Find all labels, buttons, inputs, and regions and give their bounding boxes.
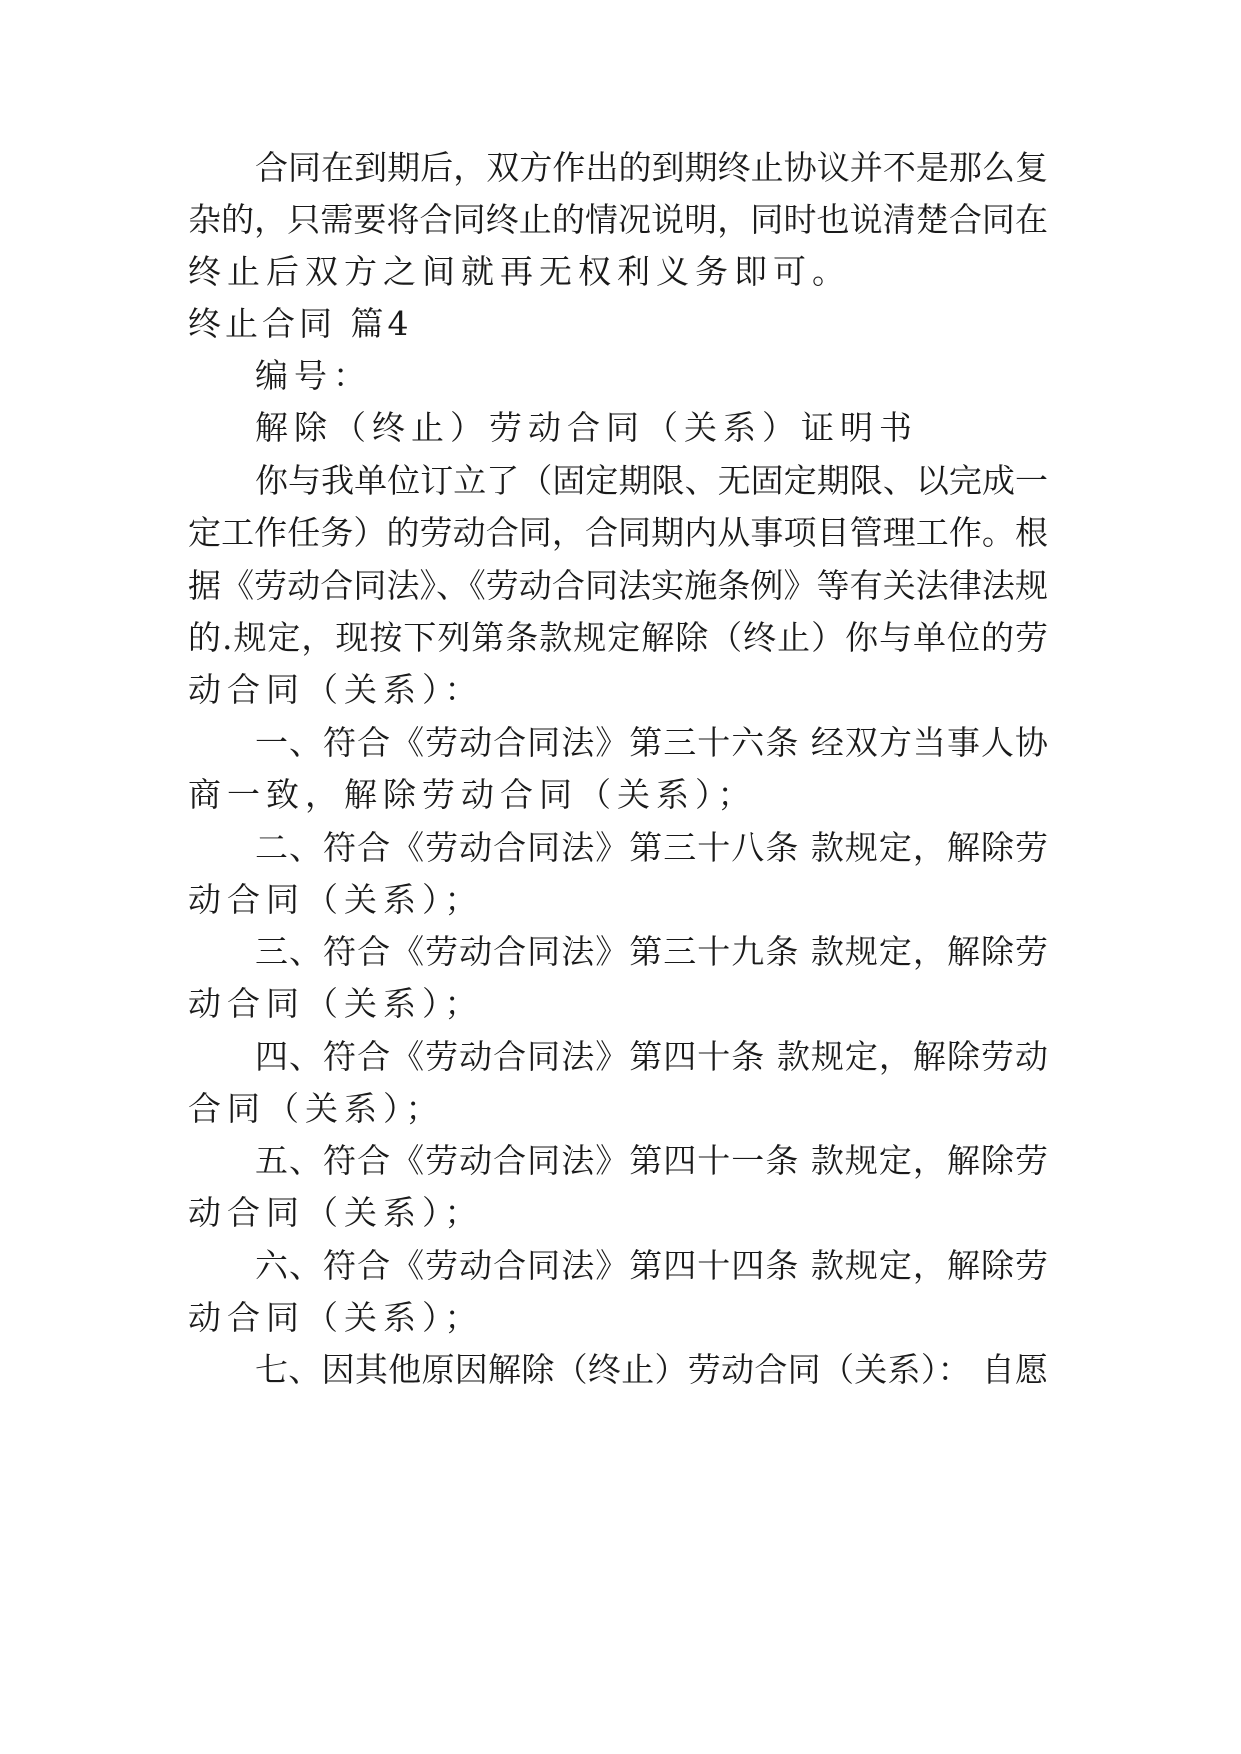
clause-line: 五、符合《劳动合同法》第四十一条 款规定，解除劳 bbox=[255, 1141, 1048, 1180]
clause-line: 二、符合《劳动合同法》第三十八条 款规定，解除劳 bbox=[255, 828, 1048, 867]
clause-line: 动合同（关系）； bbox=[188, 984, 484, 1023]
paragraph-line: 你与我单位订立了（固定期限、无固定期限、以完成一 bbox=[255, 461, 1048, 500]
paragraph-line: 的.规定，现按下列第条款规定解除（终止）你与单位的劳 bbox=[188, 618, 1048, 657]
paragraph-line: 动合同（关系）： bbox=[188, 670, 484, 709]
certificate-title: 解除（终止）劳动合同（关系）证明书 bbox=[255, 408, 918, 447]
paragraph-line: 终止后双方之间就再无权利义务即可。 bbox=[188, 252, 851, 291]
clause-line: 一、符合《劳动合同法》第三十六条 经双方当事人协 bbox=[255, 723, 1048, 762]
number-label: 编号： bbox=[255, 356, 372, 395]
clause-line: 商一致，解除劳动合同（关系）； bbox=[188, 775, 757, 814]
clause-line: 合同（关系）； bbox=[188, 1089, 445, 1128]
clause-line: 七、因其他原因解除（终止）劳动合同（关系）： 自愿 bbox=[255, 1350, 1048, 1389]
paragraph-line: 杂的，只需要将合同终止的情况说明，同时也说清楚合同在 bbox=[188, 200, 1048, 239]
section-heading: 终止合同 篇4 bbox=[188, 304, 413, 343]
clause-line: 动合同（关系）； bbox=[188, 1193, 484, 1232]
paragraph-line: 合同在到期后，双方作出的到期终止协议并不是那么复 bbox=[255, 148, 1048, 187]
paragraph-line: 据《劳动合同法》、《劳动合同法实施条例》等有关法律法规 bbox=[188, 566, 1048, 605]
clause-line: 动合同（关系）； bbox=[188, 1298, 484, 1337]
clause-line: 六、符合《劳动合同法》第四十四条 款规定，解除劳 bbox=[255, 1246, 1048, 1285]
clause-line: 四、符合《劳动合同法》第四十条 款规定，解除劳动 bbox=[255, 1037, 1048, 1076]
paragraph-line: 定工作任务）的劳动合同，合同期内从事项目管理工作。根 bbox=[188, 513, 1048, 552]
clause-line: 三、符合《劳动合同法》第三十九条 款规定，解除劳 bbox=[255, 932, 1048, 971]
clause-line: 动合同（关系）； bbox=[188, 880, 484, 919]
